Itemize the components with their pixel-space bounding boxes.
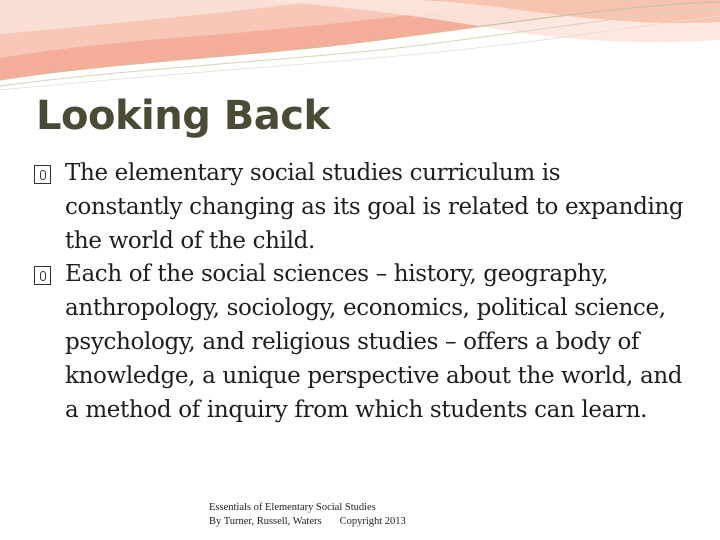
bullet-item bbox=[34, 157, 684, 258]
slide-title: Looking Back bbox=[36, 93, 330, 139]
footer-book-title: Essentials of Elementary Social Studies bbox=[209, 502, 376, 513]
footer-copyright: Copyright 2013 bbox=[339, 516, 406, 527]
box-bullet-icon bbox=[34, 165, 51, 184]
slide-footer bbox=[209, 501, 406, 529]
bullet-text: The elementary social studies curriculum is constantly changing as its goal is related to expanding the world of the child. bbox=[65, 160, 684, 254]
box-bullet-icon bbox=[34, 266, 51, 285]
decorative-wave-header bbox=[0, 0, 720, 90]
bullet-text: Each of the social sciences – history, geography, anthropology, sociology, economics, political science, psychology, and religious studies – offers a body of knowledge, a unique perspective about the world, and a method of inquiry from which students can learn. bbox=[65, 261, 683, 423]
bullet-list bbox=[34, 157, 684, 427]
footer-credits bbox=[209, 515, 406, 529]
footer-authors: By Turner, Russell, Waters bbox=[209, 516, 322, 527]
bullet-item bbox=[34, 258, 684, 427]
